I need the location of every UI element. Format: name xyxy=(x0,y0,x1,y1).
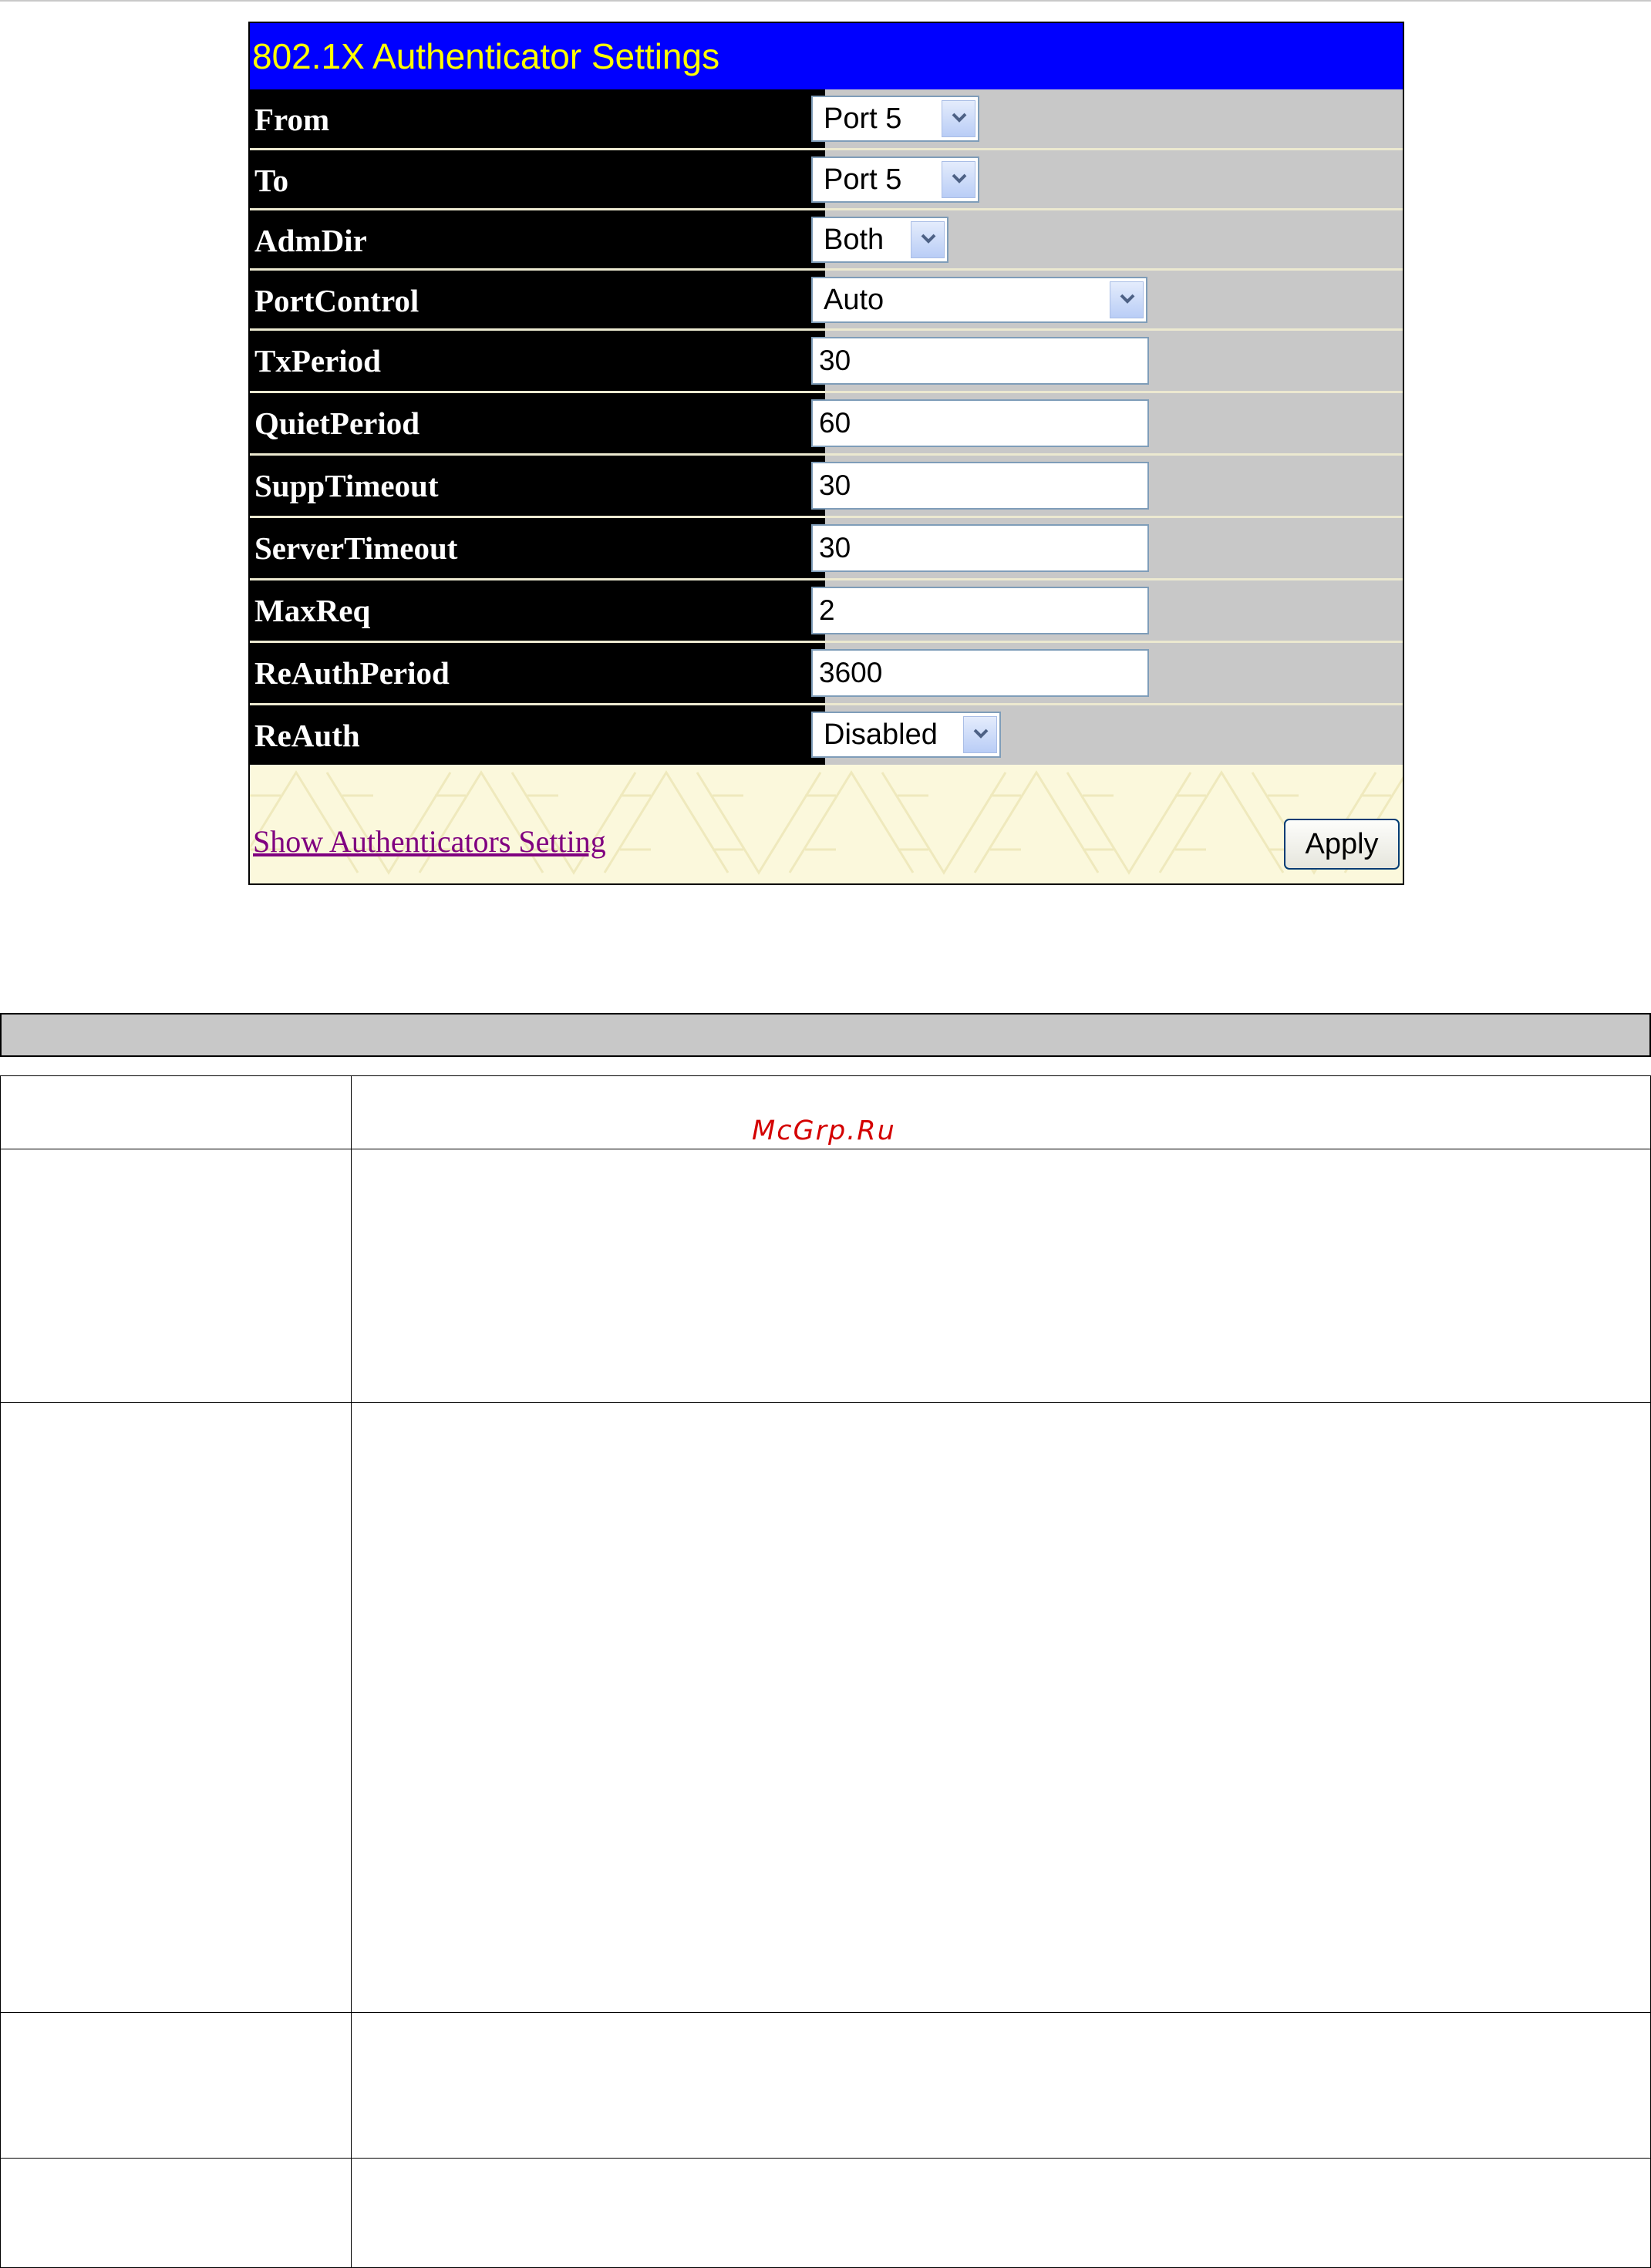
maxreq-input-value: 2 xyxy=(819,594,835,626)
description-table xyxy=(0,1075,1651,2268)
table-cell xyxy=(0,1075,352,1149)
table-cell xyxy=(0,1149,352,1403)
to-label: To xyxy=(250,150,825,210)
txperiod-input-value: 30 xyxy=(819,345,851,376)
row-reauth xyxy=(250,705,1403,766)
show-authenticators-setting-link[interactable]: Show Authenticators Setting xyxy=(253,824,606,859)
servertimeout-input-value: 30 xyxy=(819,532,851,564)
watermark-text: McGrp.Ru xyxy=(752,1115,896,1146)
row-reauthperiod xyxy=(250,643,1403,703)
supptimeout-input-value: 30 xyxy=(819,469,851,501)
table-cell xyxy=(0,2158,352,2268)
table-header-bar xyxy=(0,1013,1651,1057)
quietperiod-label: QuietPeriod xyxy=(250,393,825,453)
servertimeout-label: ServerTimeout xyxy=(250,518,825,578)
supptimeout-label: SuppTimeout xyxy=(250,456,825,516)
row-from xyxy=(250,89,1403,150)
reauthperiod-label: ReAuthPeriod xyxy=(250,643,825,703)
row-supptimeout xyxy=(250,456,1403,516)
table-cell xyxy=(351,1149,1651,1403)
row-to xyxy=(250,150,1403,210)
chevron-down-icon[interactable] xyxy=(942,100,975,137)
to-port-select-value: Port 5 xyxy=(824,163,902,196)
from-port-select[interactable] xyxy=(811,96,979,142)
reauth-select[interactable] xyxy=(811,712,1001,758)
chevron-down-icon[interactable] xyxy=(1110,281,1144,318)
row-servertimeout xyxy=(250,518,1403,578)
maxreq-label: MaxReq xyxy=(250,580,825,641)
top-rule xyxy=(0,0,1651,2)
row-txperiod xyxy=(250,331,1403,391)
from-label: From xyxy=(250,89,825,150)
portcontrol-label: PortControl xyxy=(250,271,825,331)
admdir-label: AdmDir xyxy=(250,210,825,271)
table-cell xyxy=(351,1402,1651,2013)
reauth-label: ReAuth xyxy=(250,705,825,766)
supptimeout-input[interactable] xyxy=(811,462,1149,510)
reauthperiod-input-value: 3600 xyxy=(819,657,883,688)
apply-button[interactable]: Apply xyxy=(1284,819,1400,870)
authenticator-settings-panel xyxy=(248,22,1404,885)
reauthperiod-input[interactable] xyxy=(811,649,1149,697)
from-port-select-value: Port 5 xyxy=(824,103,902,135)
table-cell xyxy=(351,2158,1651,2268)
table-cell xyxy=(0,2012,352,2159)
row-maxreq xyxy=(250,580,1403,641)
table-cell xyxy=(0,1402,352,2013)
maxreq-input[interactable] xyxy=(811,587,1149,634)
row-portcontrol xyxy=(250,271,1403,331)
portcontrol-select-value: Auto xyxy=(824,284,884,316)
panel-title: 802.1X Authenticator Settings xyxy=(250,23,1403,89)
chevron-down-icon[interactable] xyxy=(911,221,945,258)
reauth-select-value: Disabled xyxy=(824,718,938,751)
admdir-select[interactable] xyxy=(811,217,948,263)
row-admdir xyxy=(250,210,1403,271)
portcontrol-select[interactable] xyxy=(811,277,1147,323)
chevron-down-icon[interactable] xyxy=(963,716,997,753)
chevron-down-icon[interactable] xyxy=(942,161,975,198)
txperiod-input[interactable] xyxy=(811,337,1149,385)
table-cell xyxy=(351,2012,1651,2159)
panel-footer xyxy=(250,765,1403,883)
txperiod-label: TxPeriod xyxy=(250,331,825,391)
to-port-select[interactable] xyxy=(811,156,979,203)
quietperiod-input-value: 60 xyxy=(819,407,851,439)
table-cell xyxy=(351,1075,1651,1149)
quietperiod-input[interactable] xyxy=(811,399,1149,447)
servertimeout-input[interactable] xyxy=(811,524,1149,572)
admdir-select-value: Both xyxy=(824,224,884,256)
row-quietperiod xyxy=(250,393,1403,453)
